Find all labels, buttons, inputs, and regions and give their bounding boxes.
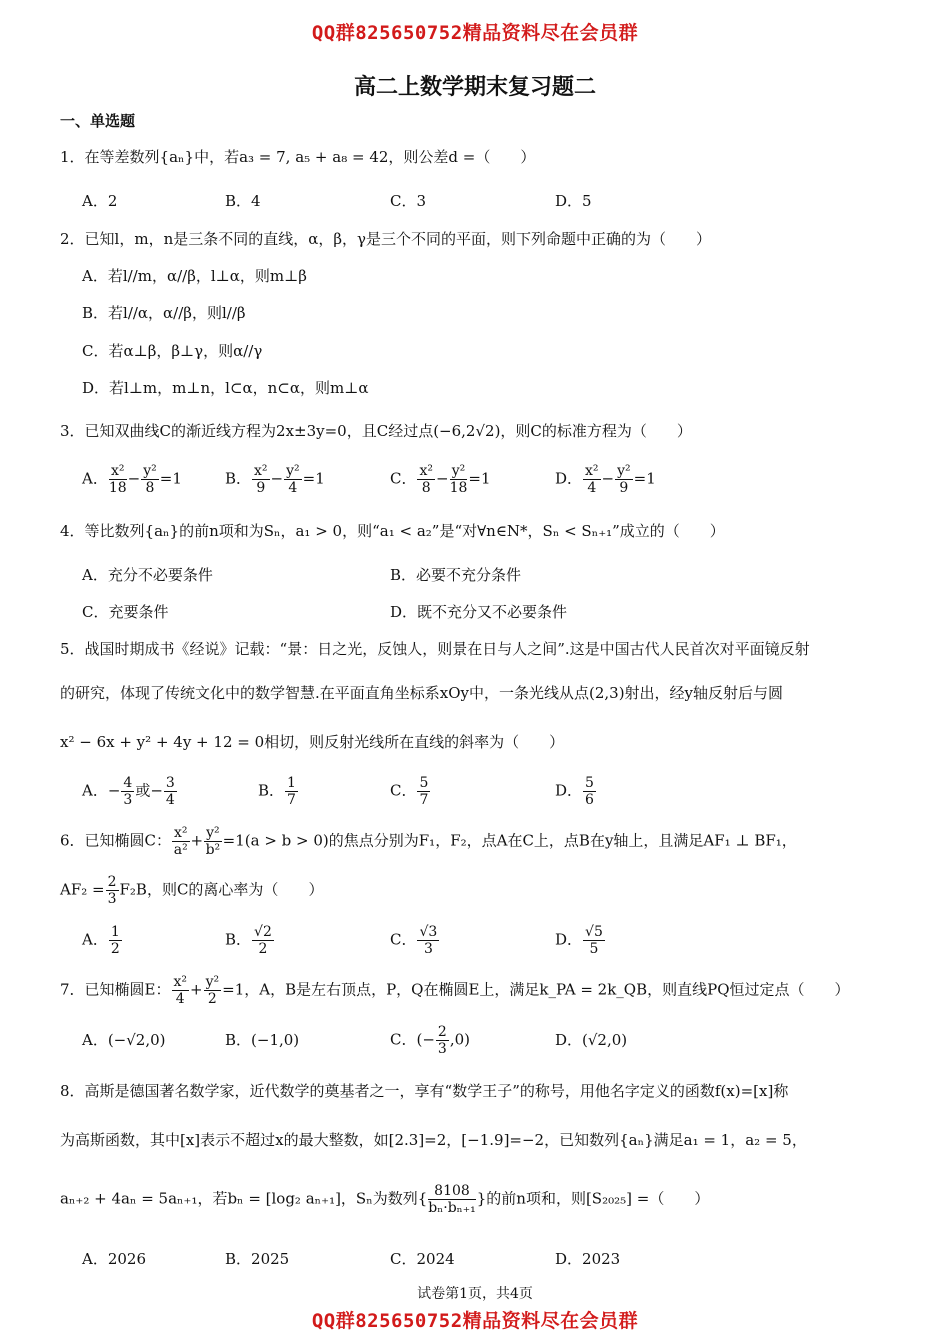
q4-option-a: A．充分不必要条件 [82,566,213,584]
question-8-line-2: 为高斯函数，其中[x]表示不超过x的最大整数，如[2.3]=2，[−1.9]=−2，已知数列{aₙ}满足a₁ = 1，a₂ = 5， [60,1131,807,1149]
q6-option-d: D． $\frac{√5}{5}$ [555,924,603,957]
q2-option-c: C．若α⊥β，β⊥γ，则α//γ [82,342,263,360]
q7-option-d: D．(√2,0) [555,1031,628,1049]
question-7-stem: 7．已知椭圆E： $\frac{\text{x²}}{4}$ + $\frac{\text{y²}}{2}$ =1，A，B是左右顶点，P，Q在椭圆E上，满足k_PA = 2k_QB，则直线PQ恒过定点（ ） [60,974,850,1007]
q4-option-b: B．必要不充分条件 [390,566,522,584]
q5-option-c: C． $\frac{5}{7}$ [390,775,429,808]
page-title: 高二上数学期末复习题二 [353,75,596,100]
watermark-top: QQ群825650752精品资料尽在会员群 [311,22,639,44]
q4-option-c: C．充要条件 [82,603,169,621]
q7-option-c: C．(− $\frac{2}{3}$ ,0) [390,1024,470,1057]
page-footer: 试卷第1页，共4页 [417,1286,533,1302]
question-5-line-2: 的研究，体现了传统文化中的数学智慧.在平面直角坐标系xOy中，一条光线从点(2,3)射出，经y轴反射后与圆 [60,684,784,702]
watermark-bottom: QQ群825650752精品资料尽在会员群 [311,1310,639,1332]
q8-option-d: D．2023 [555,1250,621,1268]
q4-option-d: D．既不充分又不必要条件 [390,603,568,621]
q8-option-a: A．2026 [82,1250,147,1268]
q5-option-b: B． $\frac{1}{7}$ [258,775,296,808]
section-heading: 一、单选题 [60,112,136,130]
q3-option-b: B． $\frac{\text{x²}}{9}$ − $\frac{\text{y²}}{4}$ =1 [225,463,325,496]
q5-option-d: D． $\frac{5}{6}$ [555,775,594,808]
q8-option-c: C．2024 [390,1250,455,1268]
question-6-line-1: 6．已知椭圆C： $\frac{\text{x²}}{\text{a²}}$ + $\frac{\text{y²}}{\text{b²}}$ =1(a > b > 0)的焦点分别为F₁，F₂，点A在C上，点B在y轴上，且满足AF₁ ⊥ BF₁， [60,825,797,858]
question-5-line-3: x² − 6x + y² + 4y + 12 = 0相切，则反射光线所在直线的斜率为（ ） [60,733,565,751]
question-3-stem: 3．已知双曲线C的渐近线方程为2x±3y=0，且C经过点(−6,2√2)，则C的标准方程为（ ） [60,422,692,440]
q6-option-b: B． $\frac{√2}{2}$ [225,924,272,957]
q1-option-d: D．5 [555,192,592,210]
q1-option-a: A．2 [82,192,118,210]
q2-option-d: D．若l⊥m，m⊥n，l⊂α，n⊂α，则m⊥α [82,379,369,397]
q2-option-a: A．若l//m，α//β，l⊥α，则m⊥β [82,267,307,285]
q8-option-b: B．2025 [225,1250,290,1268]
q7-option-a: A．(−√2,0) [82,1031,166,1049]
q6-option-a: A． $\frac{1}{2}$ [82,924,120,957]
q7-option-b: B．(−1,0) [225,1031,300,1049]
question-8-line-3: aₙ₊₂ + 4aₙ = 5aₙ₊₁，若bₙ = [log₂ aₙ₊₁]，Sₙ为数列{ $\frac{8108}{\text{bₙ·bₙ₊₁}}$ }的前n项和，则[S₂₀₂₅] =（ ） [60,1183,710,1216]
question-4-stem: 4．等比数列{aₙ}的前n项和为Sₙ，a₁ > 0，则“a₁ < a₂”是“对∀n∈N*，Sₙ < Sₙ₊₁”成立的（ ） [60,522,725,540]
q3-option-c: C． $\frac{\text{x²}}{8}$ − $\frac{\text{y²}}{18}$ =1 [390,463,491,496]
q1-option-c: C．3 [390,192,427,210]
question-1-stem: 1．在等差数列{aₙ}中，若a₃ = 7, a₅ + a₈ = 42，则公差d =（ ） [60,148,536,166]
question-5-line-1: 5．战国时期成书《经说》记载：“景：日之光，反蚀人，则景在日与人之间”.这是中国古代人民首次对平面镜反射 [60,640,810,658]
q3-option-d: D． $\frac{\text{x²}}{4}$ − $\frac{\text{y²}}{9}$ =1 [555,463,656,496]
q2-option-b: B．若l//α，α//β，则l//β [82,304,246,322]
q6-option-c: C． $\frac{√3}{3}$ [390,924,438,957]
q1-option-b: B．4 [225,192,261,210]
question-2-stem: 2．已知l，m，n是三条不同的直线，α，β，γ是三个不同的平面，则下列命题中正确的为（ ） [60,230,711,248]
q5-option-a: A．− $\frac{4}{3}$ 或− $\frac{3}{4}$ [82,775,175,808]
question-8-line-1: 8．高斯是德国著名数学家，近代数学的奠基者之一，享有“数学王子”的称号，用他名字定义的函数f(x)=[x]称 [60,1082,789,1100]
question-6-line-2: AF₂ = $\frac{2}{3}$ F₂B，则C的离心率为（ ） [60,874,324,907]
q3-option-a: A． $\frac{\text{x²}}{18}$ − $\frac{\text{y²}}{8}$ =1 [82,463,182,496]
